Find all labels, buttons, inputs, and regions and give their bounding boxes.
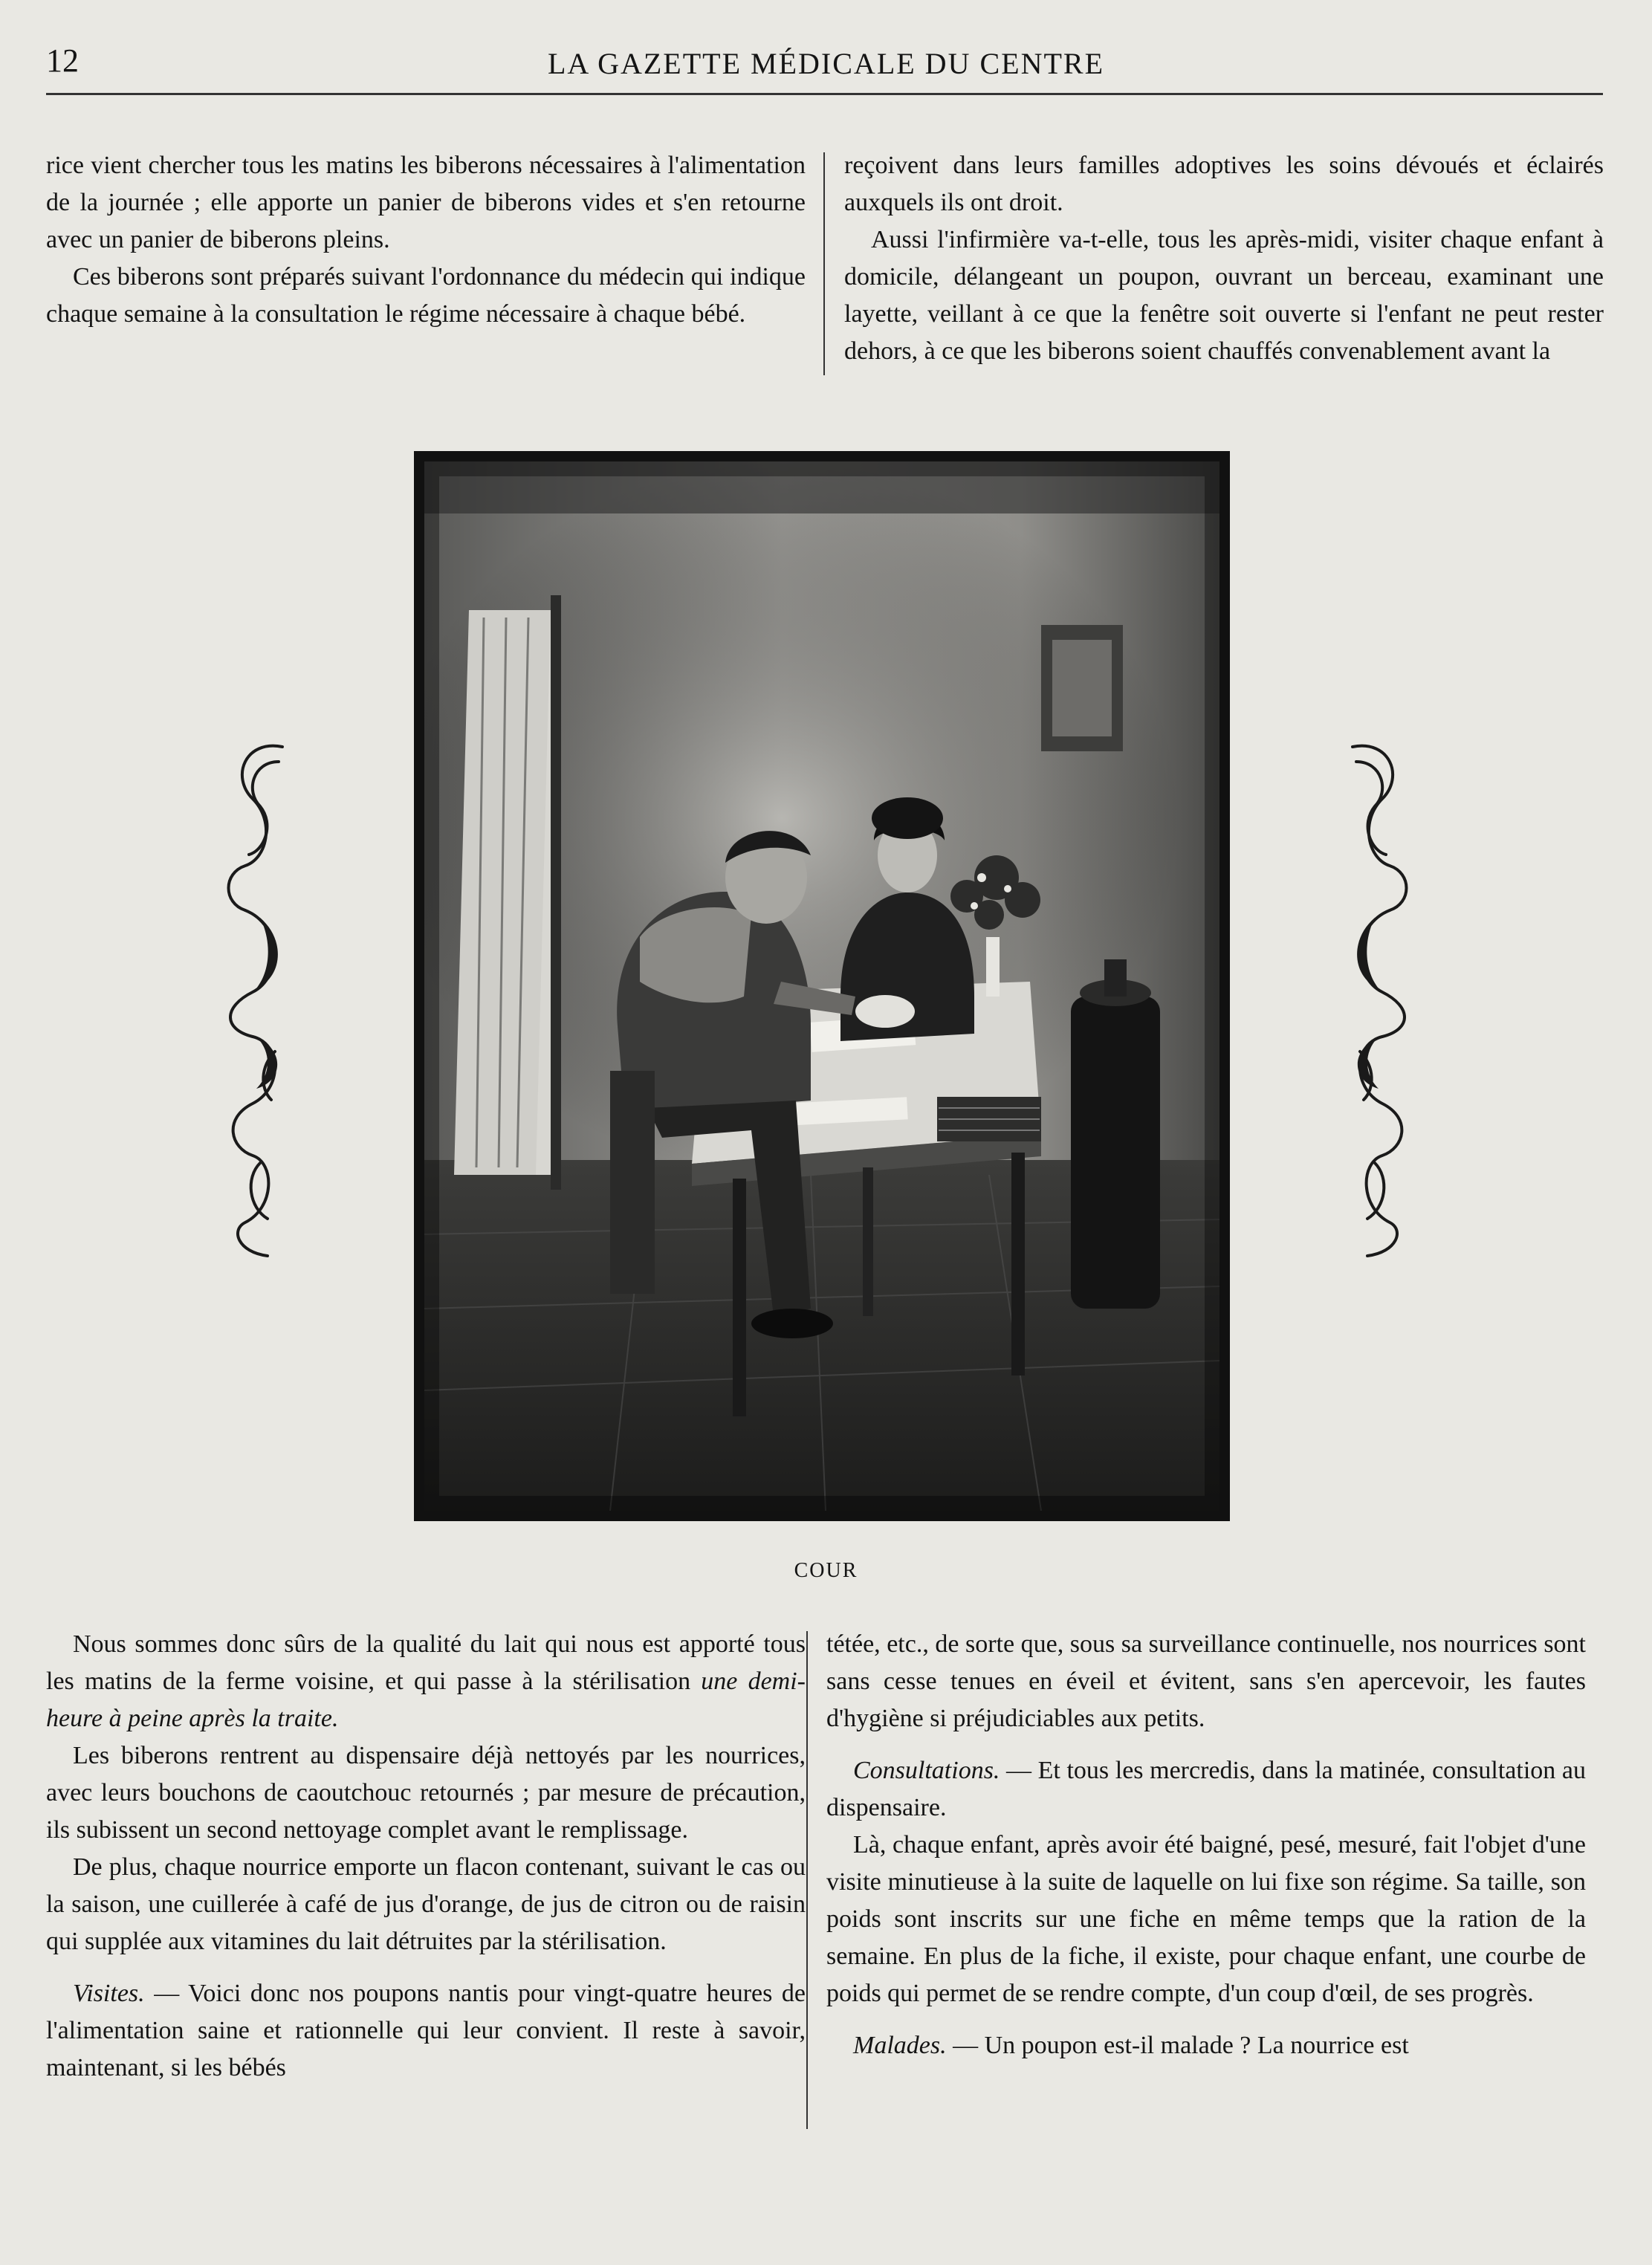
paragraph-text: — Un poupon est-il malade ? La nourrice est xyxy=(946,2032,1409,2059)
paragraph-text: Nous sommes donc sûrs de la qualité du lait qui nous est apporté tous les matins de la ferme voisine, et qui passe à la stérilisation xyxy=(46,1630,806,1695)
photograph-consultation-room xyxy=(424,461,1219,1511)
section-label-visites: Visites. xyxy=(73,1980,145,2007)
bottom-left-column xyxy=(46,1626,806,2087)
paragraph: Là, chaque enfant, après avoir été baigné, pesé, mesuré, fait l'objet d'une visite minutieuse à la suite de laquelle on lui fixe son régime. Sa taille, son poids sont inscrits sur une fiche en même temps que la ration de la semaine. En plus de la fiche, il existe, pour chaque enfant, une courbe de poids qui permet de se rendre compte, d'un coup d'œil, de ses progrès. xyxy=(826,1831,1586,2007)
section-label-consultations: Consultations. xyxy=(853,1757,1000,1784)
top-right-column xyxy=(844,147,1604,370)
left-flourish-ornament xyxy=(216,732,290,1267)
column-rule xyxy=(823,152,825,375)
paragraph: Aussi l'infirmière va-t-elle, tous les après-midi, visiter chaque enfant à domicile, délangeant un poupon, ouvrant un berceau, examinant une layette, veillant à ce que la fenêtre soit ouverte si l'enfant ne peut rester dehors, à ce que les biberons soient chauffés convenablement avant la xyxy=(844,226,1604,365)
column-rule xyxy=(806,1631,808,2129)
top-left-column xyxy=(46,147,806,333)
page-number: 12 xyxy=(46,42,79,79)
header-rule xyxy=(46,93,1603,95)
paragraph: tétée, etc., de sorte que, sous sa surveillance continuelle, nos nourrices sont sans cesse tenues en éveil et évitent, sans s'en apercevoir, les fautes d'hygiène si préjudiciables aux petits. xyxy=(826,1630,1586,1732)
paragraph xyxy=(46,1626,806,1737)
paragraph: rice vient chercher tous les matins les biberons nécessaires à l'alimentation de la journée ; elle apporte un panier de biberons vides et s'en retourne avec un panier de biberons pleins. xyxy=(46,152,806,253)
running-head: LA GAZETTE MÉDICALE DU CENTRE xyxy=(547,47,1104,80)
figure-caption: COUR xyxy=(794,1559,858,1582)
paragraph: Les biberons rentrent au dispensaire déjà nettoyés par les nourrices, avec leurs bouchons de caoutchouc retournés ; par mesure de précaution, ils subissent un second nettoyage complet avant le remplissage. xyxy=(46,1742,806,1844)
photograph-frame xyxy=(414,451,1230,1521)
paragraph-text: — Voici donc nos poupons nantis pour vingt-quatre heures de l'alimentation saine et rationnelle qui leur convient. Il reste à savoir, maintenant, si les bébés xyxy=(46,1980,806,2081)
paragraph xyxy=(46,1975,806,2087)
paragraph: Ces biberons sont préparés suivant l'ordonnance du médecin qui indique chaque semaine à la consultation le régime nécessaire à chaque bébé. xyxy=(46,263,806,328)
paragraph xyxy=(826,2027,1586,2064)
section-label-malades: Malades. xyxy=(853,2032,947,2059)
emphasis: une demi-heure à peine après la traite. xyxy=(46,1668,806,1732)
paragraph: De plus, chaque nourrice emporte un flacon contenant, suivant le cas ou la saison, une cuillerée à café de jus d'orange, de jus de citron ou de raisin qui supplée aux vitamines du lait détruites par la stérilisation. xyxy=(46,1853,806,1955)
paragraph xyxy=(826,1752,1586,1827)
paragraph: reçoivent dans leurs familles adoptives les soins dévoués et éclairés auxquels ils ont droit. xyxy=(844,152,1604,216)
right-flourish-ornament xyxy=(1345,732,1419,1267)
bottom-right-column xyxy=(826,1626,1586,2064)
paragraph-text: — Et tous les mercredis, dans la matinée, consultation au dispensaire. xyxy=(826,1757,1586,1821)
